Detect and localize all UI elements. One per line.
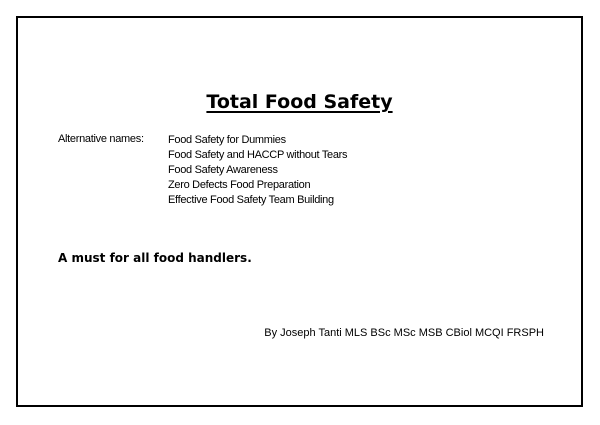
page-frame <box>16 16 583 407</box>
list-item: Food Safety and HACCP without Tears <box>168 149 348 161</box>
list-item: Effective Food Safety Team Building <box>168 194 334 206</box>
list-item: Zero Defects Food Preparation <box>168 179 311 191</box>
list-item: Food Safety Awareness <box>168 164 278 176</box>
alternative-names-label: Alternative names: <box>58 133 144 145</box>
author-byline: By Joseph Tanti MLS BSc MSc MSB CBiol MCQI FRSPH <box>264 327 544 339</box>
tagline: A must for all food handlers. <box>58 251 252 265</box>
list-item: Food Safety for Dummies <box>168 134 286 146</box>
document-title: Total Food Safety <box>206 91 393 113</box>
alternative-names-list <box>168 133 347 208</box>
